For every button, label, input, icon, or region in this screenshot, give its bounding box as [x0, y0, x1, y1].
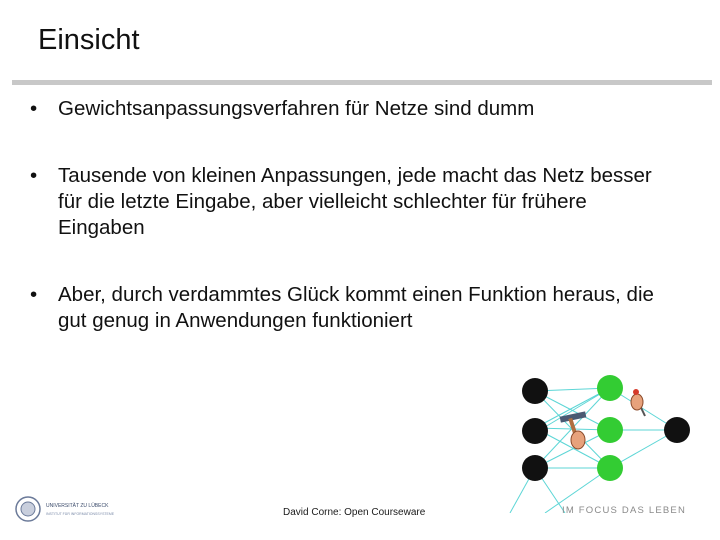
bullet-text: Gewichtsanpassungsverfahren für Netze sind dumm: [58, 97, 535, 120]
bullet-text: Aber, durch verdammtes Glück kommt einen Funktion heraus, die gut genug in Anwendungen funktioniert: [58, 283, 654, 332]
university-logo: [14, 494, 164, 524]
slide-title: Einsicht: [38, 24, 140, 56]
screwdriver-hand-icon: [631, 389, 645, 416]
title-divider: [12, 80, 712, 85]
bullet-marker: •: [30, 164, 38, 187]
neural-network-illustration: [505, 368, 705, 513]
network-edges: [510, 388, 677, 513]
footer-source: David Corne: Open Courseware: [283, 507, 426, 518]
bullet-text: Tausende von kleinen Anpassungen, jede macht das Netz besser für die letzte Eingabe, aber vielleicht schlechter für frühere Eingaben: [58, 164, 652, 239]
bullet-marker: •: [30, 283, 38, 306]
hidden-node: [597, 375, 623, 401]
bullet-item: [30, 163, 670, 241]
hidden-node: [597, 417, 623, 443]
output-node: [664, 417, 690, 443]
footer-slogan: IM FOCUS DAS LEBEN: [562, 505, 687, 516]
input-node: [522, 455, 548, 481]
university-name-text: UNIVERSITÄT ZU LÜBECK: [46, 503, 109, 509]
bullet-item: [30, 282, 670, 334]
institute-name-text: INSTITUT FÜR INFORMATIONSSYSTEME: [46, 512, 115, 516]
hidden-node: [597, 455, 623, 481]
input-node: [522, 418, 548, 444]
bullet-item: [30, 96, 670, 122]
bullet-list: [30, 96, 670, 334]
input-node: [522, 378, 548, 404]
bullet-marker: •: [30, 97, 38, 120]
